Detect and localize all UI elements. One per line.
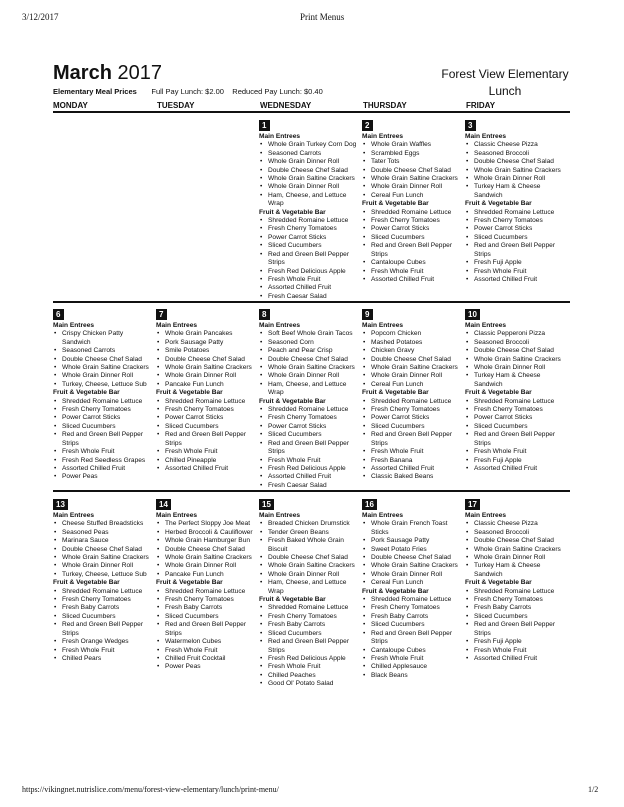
menu-item: • Red and Green Bell Pepper Strips (465, 242, 563, 259)
menu-item: • Double Cheese Chef Salad (259, 356, 357, 364)
footer-page-number: 1/2 (588, 785, 599, 794)
day-cell (465, 115, 563, 284)
menu-item: • Shredded Romaine Lettuce (465, 588, 563, 596)
meal-prices (53, 87, 323, 96)
menu-item: • Sliced Cucumbers (53, 613, 151, 621)
menu-item: • Red and Green Bell Pepper Strips (259, 638, 357, 655)
menu-item: • Red and Green Bell Pepper Strips (156, 621, 254, 638)
menu-item: • Popcorn Chicken (362, 330, 460, 338)
menu-item: • Whole Grain Saltine Crackers (465, 356, 563, 364)
menu-item: • Cantaloupe Cubes (362, 259, 460, 267)
menu-item: • Sliced Cucumbers (362, 621, 460, 629)
menu-item: • Turkey, Cheese, Lettuce Sub (53, 571, 151, 579)
day-cell (259, 494, 357, 689)
menu-item: • Cereal Fun Lunch (362, 192, 460, 200)
menu-item: • Whole Grain Saltine Crackers (259, 175, 357, 183)
menu-item: • Power Peas (156, 663, 254, 671)
menu-item: • Cereal Fun Lunch (362, 579, 460, 587)
main-entrees-list (259, 141, 357, 208)
menu-item: • Tater Tots (362, 158, 460, 166)
fruit-vegetable-bar-heading: Fruit & Vegetable Bar (362, 200, 429, 208)
main-entrees-list (362, 330, 460, 389)
fruit-vegetable-bar-heading: Fruit & Vegetable Bar (259, 208, 326, 216)
fruit-vegetable-bar-list (465, 209, 563, 285)
menu-item: • Double Cheese Chef Salad (156, 546, 254, 554)
menu-item: • Whole Grain Turkey Corn Dog (259, 141, 357, 149)
menu-item: • Fresh Whole Fruit (53, 647, 151, 655)
menu-item: • Whole Grain Pancakes (156, 330, 254, 338)
menu-item: • Ham, Cheese, and Lettuce Wrap (259, 579, 357, 596)
menu-item: • Fresh Cherry Tomatoes (259, 613, 357, 621)
main-entrees-list (465, 141, 563, 200)
title-month: March (53, 62, 112, 84)
menu-item: • Chilled Applesauce (362, 663, 460, 671)
menu-item: • Sliced Cucumbers (156, 613, 254, 621)
menu-item: • Whole Grain Dinner Roll (465, 364, 563, 372)
menu-item: • Fresh Baby Carrots (259, 621, 357, 629)
menu-item: • Red and Green Bell Pepper Strips (362, 242, 460, 259)
school-name: Forest View Elementary Lunch (441, 67, 569, 98)
menu-item: • Power Carrot Sticks (465, 414, 563, 422)
menu-item: • Pancake Fun Lunch (156, 571, 254, 579)
main-entrees-list (259, 330, 357, 397)
menu-item: • Sliced Cucumbers (259, 630, 357, 638)
main-entrees-list (362, 520, 460, 587)
menu-item: • Whole Grain Dinner Roll (156, 562, 254, 570)
menu-item: • Fresh Cherry Tomatoes (259, 225, 357, 233)
menu-item: • Shredded Romaine Lettuce (259, 406, 357, 414)
menu-item: • Fresh Red Seedless Grapes (53, 457, 151, 465)
main-entrees-heading: Main Entrees (259, 322, 301, 329)
menu-item: • Whole Grain Dinner Roll (362, 372, 460, 380)
menu-item: • Tender Green Beans (259, 529, 357, 537)
menu-item: • Whole Grain Saltine Crackers (259, 562, 357, 570)
menu-item: • Fresh Red Delicious Apple (259, 268, 357, 276)
menu-item: • Sliced Cucumbers (362, 234, 460, 242)
day-cell (259, 115, 357, 301)
menu-item: • Fresh Fuji Apple (465, 457, 563, 465)
menu-item: • Seasoned Broccoli (465, 339, 563, 347)
menu-item: • Fresh Whole Fruit (465, 647, 563, 655)
week-divider (53, 111, 570, 113)
menu-item: • Turkey Ham & Cheese Sandwich (465, 183, 563, 200)
menu-item: • Sliced Cucumbers (465, 234, 563, 242)
menu-item: • Fresh Whole Fruit (259, 663, 357, 671)
menu-item: • Shredded Romaine Lettuce (53, 588, 151, 596)
menu-item: • Chicken Gravy (362, 347, 460, 355)
menu-item: • Assorted Chilled Fruit (465, 655, 563, 663)
main-entrees-list (362, 141, 460, 200)
menu-item: • Assorted Chilled Fruit (362, 276, 460, 284)
menu-item: • Peach and Pear Crisp (259, 347, 357, 355)
menu-item: • Whole Grain Saltine Crackers (53, 364, 151, 372)
fruit-vegetable-bar-list (53, 398, 151, 482)
day-cell (259, 304, 357, 490)
day-cell (156, 304, 254, 473)
menu-item: • Shredded Romaine Lettuce (362, 209, 460, 217)
menu-item: • Power Carrot Sticks (362, 225, 460, 233)
menu-item: • Seasoned Broccoli (465, 150, 563, 158)
fruit-vegetable-bar-list (259, 604, 357, 688)
menu-item: • Fresh Cherry Tomatoes (156, 406, 254, 414)
menu-item: • Fresh Cherry Tomatoes (362, 406, 460, 414)
menu-item: • The Perfect Sloppy Joe Meat (156, 520, 254, 528)
menu-item: • Shredded Romaine Lettuce (259, 604, 357, 612)
main-entrees-heading: Main Entrees (156, 512, 198, 519)
menu-item: • Pork Sausage Patty (156, 339, 254, 347)
menu-item: • Fresh Whole Fruit (156, 448, 254, 456)
menu-item: • Whole Grain Saltine Crackers (362, 364, 460, 372)
day-cell (53, 494, 151, 663)
main-entrees-heading: Main Entrees (362, 322, 404, 329)
menu-item: • Double Cheese Chef Salad (53, 356, 151, 364)
menu-item: • Whole Grain Dinner Roll (53, 562, 151, 570)
day-number: 7 (156, 309, 167, 320)
main-entrees-list (53, 330, 151, 389)
menu-item: • Double Cheese Chef Salad (259, 167, 357, 175)
print-header-title: Print Menus (300, 12, 345, 22)
menu-item: • Whole Grain Saltine Crackers (465, 167, 563, 175)
menu-item: • Whole Grain Dinner Roll (259, 158, 357, 166)
menu-item: • Double Cheese Chef Salad (465, 537, 563, 545)
day-cell (465, 304, 563, 473)
menu-item: • Fresh Baked Whole Grain Biscuit (259, 537, 357, 554)
fruit-vegetable-bar-heading: Fruit & Vegetable Bar (259, 397, 326, 405)
menu-item: • Herbed Broccoli & Cauliflower (156, 529, 254, 537)
menu-item: • Marinara Sauce (53, 537, 151, 545)
menu-item: • Shredded Romaine Lettuce (156, 398, 254, 406)
menu-item: • Whole Grain Saltine Crackers (362, 175, 460, 183)
menu-item: • Red and Green Bell Pepper Strips (156, 431, 254, 448)
menu-item: • Double Cheese Chef Salad (465, 158, 563, 166)
fruit-vegetable-bar-heading: Fruit & Vegetable Bar (465, 389, 532, 397)
menu-item: • Breaded Chicken Drumstick (259, 520, 357, 528)
menu-item: • Fresh Cherry Tomatoes (53, 596, 151, 604)
menu-item: • Whole Grain Saltine Crackers (259, 364, 357, 372)
menu-item: • Fresh Cherry Tomatoes (465, 406, 563, 414)
menu-item: • Whole Grain Dinner Roll (259, 183, 357, 191)
menu-item: • Sliced Cucumbers (53, 423, 151, 431)
fruit-vegetable-bar-list (259, 406, 357, 490)
fruit-vegetable-bar-list (362, 209, 460, 285)
menu-item: • Sliced Cucumbers (362, 423, 460, 431)
menu-item: • Assorted Chilled Fruit (156, 465, 254, 473)
menu-item: • Seasoned Peas (53, 529, 151, 537)
day-cell (362, 115, 460, 284)
menu-item: • Classic Pepperoni Pizza (465, 330, 563, 338)
main-entrees-list (465, 520, 563, 579)
main-entrees-heading: Main Entrees (362, 512, 404, 519)
fruit-vegetable-bar-list (465, 398, 563, 474)
weekday-header (53, 100, 570, 111)
page-title (53, 62, 162, 85)
menu-item: • Seasoned Carrots (259, 150, 357, 158)
menu-item: • Assorted Chilled Fruit (465, 276, 563, 284)
day-number: 17 (465, 499, 480, 510)
menu-item: • Cheese Stuffed Breadsticks (53, 520, 151, 528)
weekday-thursday: THURSDAY (363, 101, 407, 110)
menu-item: • Soft Beef Whole Grain Tacos (259, 330, 357, 338)
menu-item: • Cereal Fun Lunch (362, 381, 460, 389)
main-entrees-list (53, 520, 151, 579)
menu-item: • Seasoned Broccoli (465, 529, 563, 537)
menu-item: • Shredded Romaine Lettuce (362, 596, 460, 604)
menu-item: • Sliced Cucumbers (259, 431, 357, 439)
footer-url: https://vikingnet.nutrislice.com/menu/forest-view-elementary/lunch/print-menu/ (22, 785, 279, 794)
menu-item: • Whole Grain Dinner Roll (259, 372, 357, 380)
menu-item: • Double Cheese Chef Salad (465, 347, 563, 355)
main-entrees-heading: Main Entrees (53, 322, 95, 329)
menu-item: • Turkey, Cheese, Lettuce Sub (53, 381, 151, 389)
main-entrees-heading: Main Entrees (156, 322, 198, 329)
day-number: 16 (362, 499, 377, 510)
menu-item: • Mashed Potatoes (362, 339, 460, 347)
menu-item: • Seasoned Corn (259, 339, 357, 347)
menu-item: • Black Beans (362, 672, 460, 680)
day-cell (362, 304, 460, 482)
menu-item: • Power Carrot Sticks (465, 225, 563, 233)
fruit-vegetable-bar-list (156, 398, 254, 474)
day-number: 8 (259, 309, 270, 320)
menu-item: • Sliced Cucumbers (259, 242, 357, 250)
menu-item: • Ham, Cheese, and Lettuce Wrap (259, 381, 357, 398)
main-entrees-list (156, 330, 254, 389)
menu-item: • Sliced Cucumbers (156, 423, 254, 431)
menu-item: • Fresh Baby Carrots (465, 604, 563, 612)
main-entrees-list (156, 520, 254, 579)
fruit-vegetable-bar-heading: Fruit & Vegetable Bar (156, 579, 223, 587)
menu-item: • Shredded Romaine Lettuce (156, 588, 254, 596)
day-cell (53, 304, 151, 482)
menu-item: • Whole Grain Dinner Roll (53, 372, 151, 380)
menu-item: • Fresh Fuji Apple (465, 638, 563, 646)
menu-item: • Chilled Fruit Cocktail (156, 655, 254, 663)
menu-item: • Whole Grain Dinner Roll (259, 571, 357, 579)
menu-item: • Fresh Whole Fruit (259, 457, 357, 465)
menu-item: • Red and Green Bell Pepper Strips (465, 621, 563, 638)
fruit-vegetable-bar-heading: Fruit & Vegetable Bar (465, 579, 532, 587)
menu-item: • Whole Grain Saltine Crackers (362, 562, 460, 570)
menu-item: • Cantaloupe Cubes (362, 647, 460, 655)
fruit-vegetable-bar-heading: Fruit & Vegetable Bar (465, 200, 532, 208)
menu-item: • Scrambled Eggs (362, 150, 460, 158)
menu-item: • Whole Grain Dinner Roll (465, 175, 563, 183)
menu-item: • Fresh Cherry Tomatoes (156, 596, 254, 604)
menu-item: • Seasoned Carrots (53, 347, 151, 355)
main-entrees-heading: Main Entrees (465, 512, 507, 519)
menu-item: • Pork Sausage Patty (362, 537, 460, 545)
menu-item: • Fresh Whole Fruit (362, 655, 460, 663)
menu-item: • Fresh Cherry Tomatoes (53, 406, 151, 414)
menu-item: • Whole Grain Saltine Crackers (156, 554, 254, 562)
main-entrees-list (465, 330, 563, 389)
menu-item: • Fresh Baby Carrots (53, 604, 151, 612)
menu-item: • Whole Grain Saltine Crackers (156, 364, 254, 372)
day-number: 13 (53, 499, 68, 510)
menu-item: • Double Cheese Chef Salad (53, 546, 151, 554)
day-number: 6 (53, 309, 64, 320)
menu-item: • Red and Green Bell Pepper Strips (362, 431, 460, 448)
menu-item: • Power Carrot Sticks (53, 414, 151, 422)
menu-item: • Fresh Red Delicious Apple (259, 655, 357, 663)
menu-item: • Fresh Whole Fruit (465, 268, 563, 276)
menu-item: • Assorted Chilled Fruit (362, 465, 460, 473)
menu-item: • Double Cheese Chef Salad (362, 167, 460, 175)
menu-item: • Fresh Whole Fruit (259, 276, 357, 284)
menu-item: • Fresh Whole Fruit (465, 448, 563, 456)
menu-item: • Fresh Cherry Tomatoes (259, 414, 357, 422)
menu-item: • Power Peas (53, 473, 151, 481)
day-number: 10 (465, 309, 480, 320)
main-entrees-heading: Main Entrees (259, 512, 301, 519)
fruit-vegetable-bar-list (362, 398, 460, 482)
menu-item: • Pancake Fun Lunch (156, 381, 254, 389)
menu-item: • Assorted Chilled Fruit (259, 284, 357, 292)
menu-item: • Assorted Chilled Fruit (259, 473, 357, 481)
menu-item: • Power Carrot Sticks (156, 414, 254, 422)
menu-item: • Smile Potatoes (156, 347, 254, 355)
menu-item: • Red and Green Bell Pepper Strips (53, 431, 151, 448)
menu-item: • Fresh Caesar Salad (259, 482, 357, 490)
menu-item: • Double Cheese Chef Salad (259, 554, 357, 562)
fruit-vegetable-bar-heading: Fruit & Vegetable Bar (53, 579, 120, 587)
fruit-vegetable-bar-list (465, 588, 563, 664)
day-number: 14 (156, 499, 171, 510)
menu-item: • Shredded Romaine Lettuce (259, 217, 357, 225)
menu-item: • Double Cheese Chef Salad (156, 356, 254, 364)
menu-item: • Ham, Cheese, and Lettuce Wrap (259, 192, 357, 209)
menu-item: • Sliced Cucumbers (465, 423, 563, 431)
menu-item: • Chilled Pineapple (156, 457, 254, 465)
day-number: 1 (259, 120, 270, 131)
fruit-vegetable-bar-heading: Fruit & Vegetable Bar (259, 596, 326, 604)
weekday-monday: MONDAY (53, 101, 88, 110)
menu-item: • Classic Cheese Pizza (465, 141, 563, 149)
day-cell (362, 494, 460, 680)
main-entrees-heading: Main Entrees (465, 133, 507, 140)
day-cell (465, 494, 563, 663)
menu-item: • Double Cheese Chef Salad (362, 356, 460, 364)
menu-item: • Whole Grain Dinner Roll (465, 554, 563, 562)
fruit-vegetable-bar-list (156, 588, 254, 672)
menu-item: • Fresh Whole Fruit (362, 268, 460, 276)
menu-item: • Red and Green Bell Pepper Strips (259, 440, 357, 457)
menu-item: • Sweet Potato Fries (362, 546, 460, 554)
meal-prices-label: Elementary Meal Prices (53, 87, 137, 96)
menu-item: • Turkey Ham & Cheese Sandwich (465, 372, 563, 389)
menu-item: • Whole Grain Hamburger Bun (156, 537, 254, 545)
menu-item: • Fresh Red Delicious Apple (259, 465, 357, 473)
menu-item: • Classic Baked Beans (362, 473, 460, 481)
menu-item: • Assorted Chilled Fruit (465, 465, 563, 473)
fruit-vegetable-bar-heading: Fruit & Vegetable Bar (362, 389, 429, 397)
menu-item: • Fresh Cherry Tomatoes (362, 217, 460, 225)
week-divider (53, 490, 570, 492)
menu-item: • Fresh Cherry Tomatoes (362, 604, 460, 612)
day-cell (156, 494, 254, 672)
day-number: 15 (259, 499, 274, 510)
full-pay-price: Full Pay Lunch: $2.00 (151, 87, 224, 96)
weekday-friday: FRIDAY (466, 101, 496, 110)
menu-item: • Whole Grain French Toast Sticks (362, 520, 460, 537)
menu-item: • Double Cheese Chef Salad (362, 554, 460, 562)
menu-item: • Power Carrot Sticks (259, 423, 357, 431)
fruit-vegetable-bar-list (362, 596, 460, 680)
menu-item: • Red and Green Bell Pepper Strips (53, 621, 151, 638)
main-entrees-heading: Main Entrees (362, 133, 404, 140)
main-entrees-list (259, 520, 357, 596)
fruit-vegetable-bar-heading: Fruit & Vegetable Bar (156, 389, 223, 397)
menu-item: • Chilled Peaches (259, 672, 357, 680)
main-entrees-heading: Main Entrees (259, 133, 301, 140)
menu-item: • Whole Grain Saltine Crackers (465, 546, 563, 554)
menu-item: • Fresh Caesar Salad (259, 293, 357, 301)
menu-item: • Fresh Cherry Tomatoes (465, 596, 563, 604)
weekday-wednesday: WEDNESDAY (260, 101, 312, 110)
main-entrees-heading: Main Entrees (53, 512, 95, 519)
week-divider (53, 301, 570, 303)
reduced-pay-price: Reduced Pay Lunch: $0.40 (232, 87, 323, 96)
menu-item: • Whole Grain Dinner Roll (362, 571, 460, 579)
print-date: 3/12/2017 (22, 12, 59, 22)
main-entrees-heading: Main Entrees (465, 322, 507, 329)
menu-item: • Shredded Romaine Lettuce (362, 398, 460, 406)
menu-item: • Power Carrot Sticks (259, 234, 357, 242)
menu-item: • Whole Grain Waffles (362, 141, 460, 149)
menu-item: • Red and Green Bell Pepper Strips (259, 251, 357, 268)
menu-item: • Fresh Banana (362, 457, 460, 465)
menu-item: • Assorted Chilled Fruit (53, 465, 151, 473)
menu-item: • Classic Cheese Pizza (465, 520, 563, 528)
menu-item: • Shredded Romaine Lettuce (465, 209, 563, 217)
menu-item: • Fresh Whole Fruit (362, 448, 460, 456)
menu-item: • Red and Green Bell Pepper Strips (362, 630, 460, 647)
menu-item: • Power Carrot Sticks (362, 414, 460, 422)
weekday-tuesday: TUESDAY (157, 101, 195, 110)
menu-item: • Whole Grain Saltine Crackers (53, 554, 151, 562)
menu-item: • Fresh Baby Carrots (362, 613, 460, 621)
menu-item: • Fresh Whole Fruit (156, 647, 254, 655)
menu-item: • Shredded Romaine Lettuce (53, 398, 151, 406)
menu-item: • Sliced Cucumbers (465, 613, 563, 621)
menu-item: • Shredded Romaine Lettuce (465, 398, 563, 406)
menu-item: • Whole Grain Dinner Roll (362, 183, 460, 191)
menu-item: • Fresh Whole Fruit (53, 448, 151, 456)
fruit-vegetable-bar-list (259, 217, 357, 301)
menu-item: • Fresh Cherry Tomatoes (465, 217, 563, 225)
menu-item: • Chilled Pears (53, 655, 151, 663)
menu-item: • Fresh Orange Wedges (53, 638, 151, 646)
menu-item: • Crispy Chicken Patty Sandwich (53, 330, 151, 347)
fruit-vegetable-bar-list (53, 588, 151, 664)
fruit-vegetable-bar-heading: Fruit & Vegetable Bar (362, 587, 429, 595)
menu-item: • Fresh Baby Carrots (156, 604, 254, 612)
menu-item: • Red and Green Bell Pepper Strips (465, 431, 563, 448)
menu-item: • Whole Grain Dinner Roll (156, 372, 254, 380)
menu-item: • Turkey Ham & Cheese Sandwich (465, 562, 563, 579)
day-number: 2 (362, 120, 373, 131)
day-number: 3 (465, 120, 476, 131)
day-number: 9 (362, 309, 373, 320)
title-year: 2017 (117, 62, 162, 84)
menu-item: • Fresh Fuji Apple (465, 259, 563, 267)
fruit-vegetable-bar-heading: Fruit & Vegetable Bar (53, 389, 120, 397)
menu-item: • Good Ol' Potato Salad (259, 680, 357, 688)
menu-item: • Watermelon Cubes (156, 638, 254, 646)
